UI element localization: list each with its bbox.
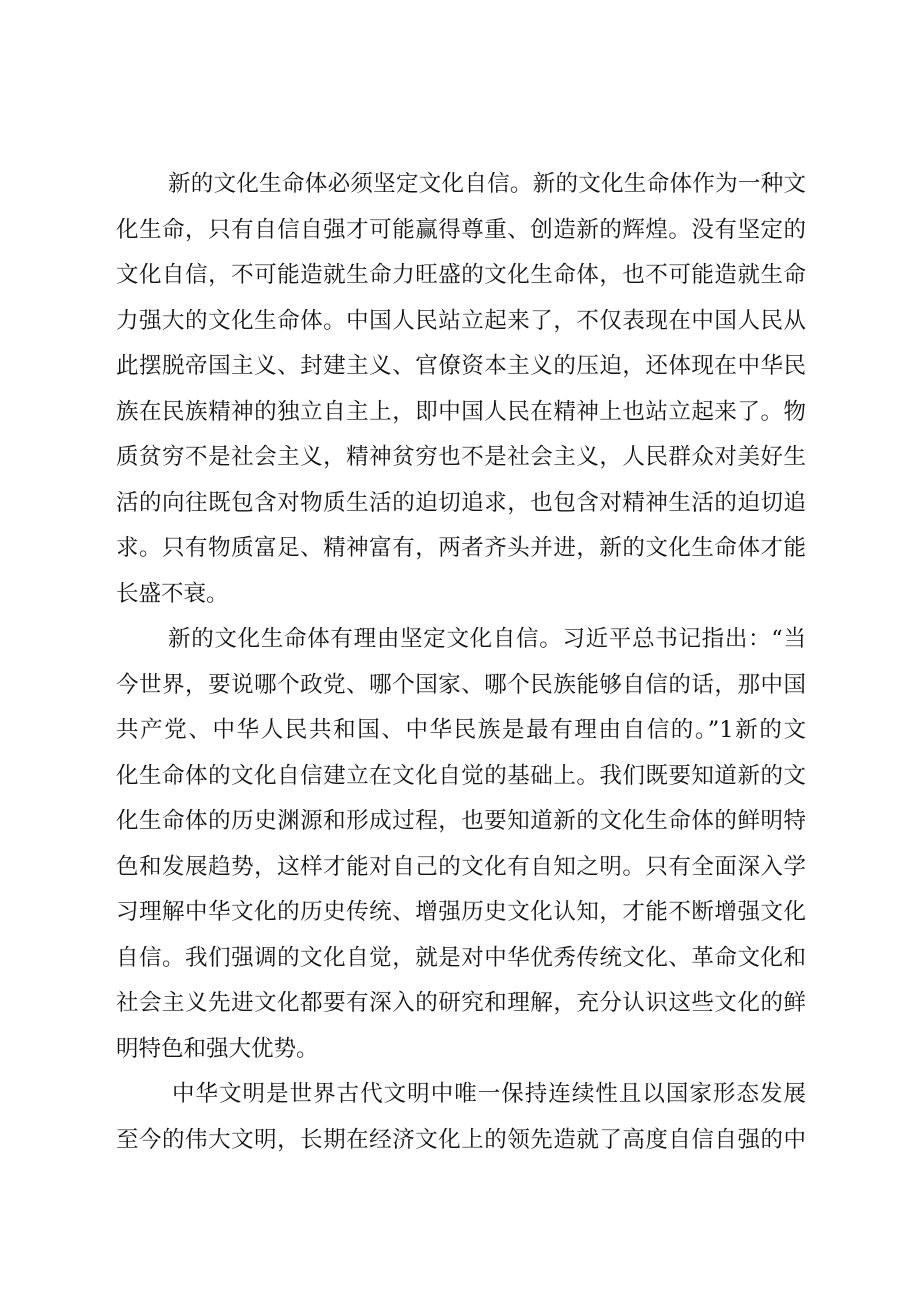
paragraph-2-line-4: 化生命体的文化自信建立在文化自觉的基础上。我们既要知道新的文 <box>116 762 806 789</box>
paragraph-2-line-6: 色和发展趋势，这样才能对自己的文化有自知之明。只有全面深入学 <box>116 853 806 880</box>
paragraph-2-line-8: 自信。我们强调的文化自觉，就是对中华优秀传统文化、革命文化和 <box>116 944 806 971</box>
document-body <box>116 162 806 1163</box>
paragraph-3-line-2: 至今的伟大文明，长期在经济文化上的领先造就了高度自信自强的中 <box>116 1126 806 1153</box>
paragraph-1-line-7: 质贫穷不是社会主义，精神贫穷也不是社会主义，人民群众对美好生 <box>116 444 806 470</box>
paragraph-2-line-1: 新的文化生命体有理由坚定文化自信。习近平总书记指出：“当 <box>168 626 806 652</box>
paragraph-1-line-9: 求。只有物质富足、精神富有，两者齐头并进，新的文化生命体才能 <box>116 535 806 561</box>
paragraph-2-line-7: 习理解中华文化的历史传统、增强历史文化认知，才能不断增强文化 <box>116 899 806 925</box>
paragraph-1-line-3: 文化自信，不可能造就生命力旺盛的文化生命体，也不可能造就生命 <box>116 262 806 288</box>
paragraph-1-line-1: 新的文化生命体必须坚定文化自信。新的文化生命体作为一种文 <box>168 171 806 197</box>
paragraph-2-line-9: 社会主义先进文化都要有深入的研究和理解，充分认识这些文化的鲜 <box>116 990 806 1016</box>
paragraph-2-line-2: 今世界，要说哪个政党、哪个国家、哪个民族能够自信的话，那中国 <box>116 671 806 698</box>
paragraph-1-line-10: 长盛不衰。 <box>116 580 229 607</box>
paragraph-2-line-10: 明特色和强大优势。 <box>116 1035 319 1062</box>
paragraph-1-line-4: 力强大的文化生命体。中国人民站立起来了，不仅表现在中国人民从 <box>116 307 806 334</box>
paragraph-1-line-2: 化生命，只有自信自强才可能赢得尊重、创造新的辉煌。没有坚定的 <box>116 216 806 243</box>
paragraph-2-line-3: 共产党、中华人民共和国、中华民族是最有理由自信的。”1新的文 <box>116 717 806 743</box>
paragraph-2-line-5: 化生命体的历史渊源和形成过程，也要知道新的文化生命体的鲜明特 <box>116 808 806 834</box>
paragraph-3-line-1: 中华文明是世界古代文明中唯一保持连续性且以国家形态发展 <box>172 1081 806 1107</box>
paragraph-1-line-5: 此摆脱帝国主义、封建主义、官僚资本主义的压迫，还体现在中华民 <box>116 353 806 379</box>
paragraph-1-line-8: 活的向往既包含对物质生活的迫切追求，也包含对精神生活的迫切追 <box>116 489 806 516</box>
paragraph-1-line-6: 族在民族精神的独立自主上，即中国人民在精神上也站立起来了。物 <box>116 398 806 425</box>
